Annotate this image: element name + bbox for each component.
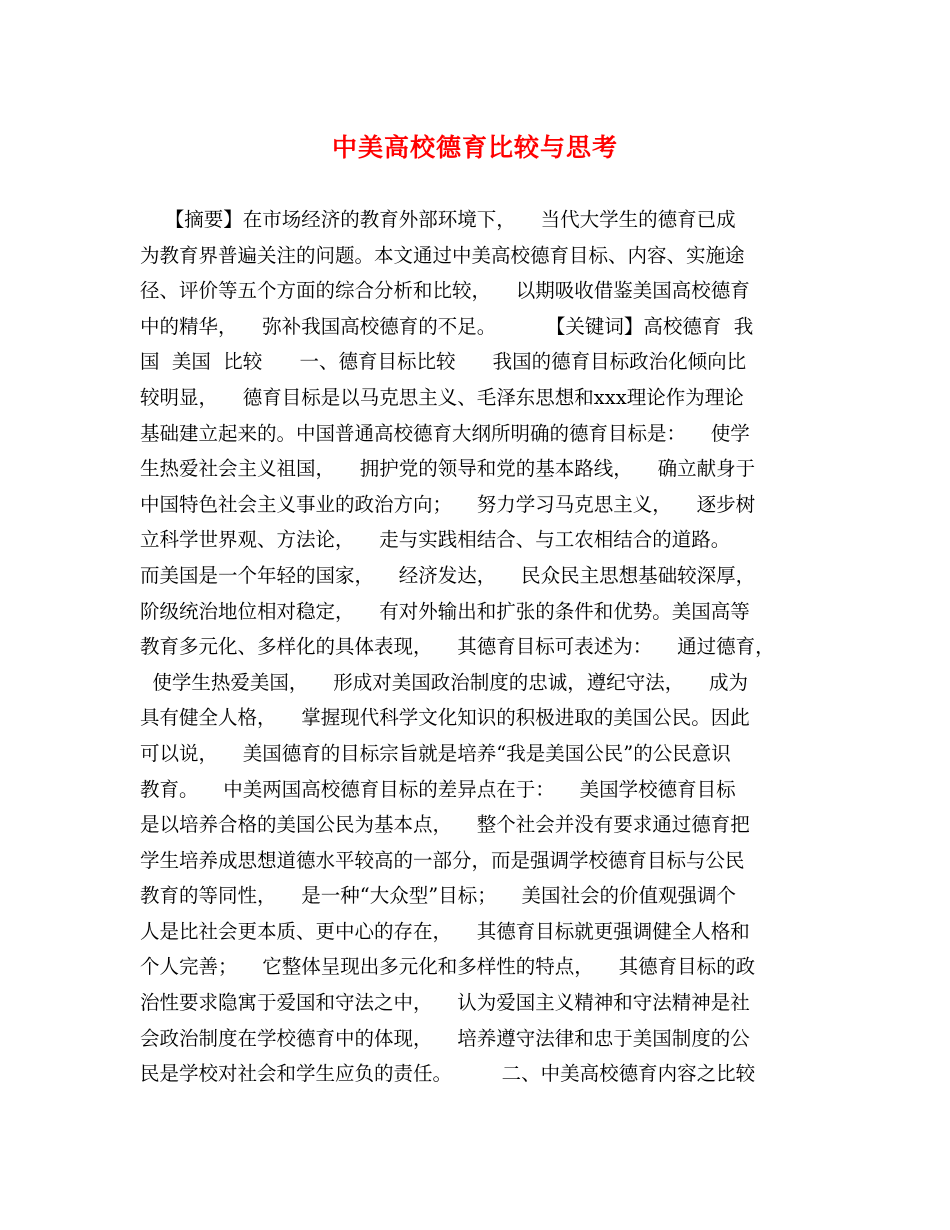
body-line: 【摘要】在市场经济的教育外部环境下， 当代大学生的德育已成 (140, 208, 736, 231)
body-line: 中的精华， 弥补我国高校德育的不足。 【关键词】高校德育 我 (140, 314, 754, 338)
body-line: 而美国是一个年轻的国家， 经济发达， 民众民主思想基础较深厚， (140, 563, 756, 587)
body-line: 较明显， 德育目标是以马克思主义、毛泽东思想和xxx理论作为理论 (140, 385, 744, 409)
body-line: 个人完善； 它整体呈现出多元化和多样性的特点， 其德育目标的政 (140, 955, 756, 979)
body-line: 使学生热爱美国， 形成对美国政治制度的忠诚，遵纪守法， 成为 (140, 670, 748, 694)
body-line: 教育。 中美两国高校德育目标的差异点在于： 美国学校德育目标 (140, 777, 736, 801)
body-line: 学生培养成思想道德水平较高的一部分，而是强调学校德育目标与公民 (140, 848, 745, 872)
body-line: 人是比社会更本质、更中心的存在， 其德育目标就更强调健全人格和 (140, 919, 750, 943)
body-line: 可以说， 美国德育的目标宗旨就是培养“我是美国公民”的公民意识 (140, 741, 731, 765)
body-line: 基础建立起来的。中国普通高校德育大纲所明确的德育目标是： 使学 (140, 421, 750, 445)
document-title: 中美高校德育比较与思考 (331, 133, 618, 162)
body-line: 立科学世界观、方法论， 走与实践相结合、与工农相结合的道路。 (140, 528, 731, 552)
body-line: 教育多元化、多样化的具体表现， 其德育目标可表述为： 通过德育， (140, 635, 775, 659)
body-line: 教育的等同性， 是一种“大众型”目标； 美国社会的价值观强调个 (140, 884, 737, 908)
body-line: 是以培养合格的美国公民为基本点， 整个社会并没有要求通过德育把 (140, 813, 750, 837)
body-line: 为教育界普遍关注的问题。本文通过中美高校德育目标、内容、实施途 (140, 243, 745, 267)
body-line: 阶级统治地位相对稳定， 有对外输出和扩张的条件和优势。美国高等 (140, 599, 750, 623)
body-line: 会政治制度在学校德育中的体现， 培养遵守法律和忠于美国制度的公 (140, 1026, 750, 1050)
body-line: 治性要求隐寓于爱国和守法之中， 认为爱国主义精神和守法精神是社 (140, 991, 750, 1015)
body-line: 民是学校对社会和学生应负的责任。 二、中美高校德育内容之比较 (140, 1062, 756, 1086)
body-line: 生热爱社会主义祖国， 拥护党的领导和党的基本路线， 确立献身于 (140, 457, 756, 481)
body-line: 具有健全人格， 掌握现代科学文化知识的积极进取的美国公民。因此 (140, 706, 750, 730)
body-line: 国 美国 比较 一、德育目标比较 我国的德育目标政治化倾向比 (140, 350, 747, 374)
body-line: 中国特色社会主义事业的政治方向； 努力学习马克思主义， 逐步树 (140, 492, 756, 516)
document-body (140, 202, 820, 1092)
body-line: 径、评价等五个方面的综合分析和比较， 以期吸收借鉴美国高校德育 (140, 279, 750, 303)
